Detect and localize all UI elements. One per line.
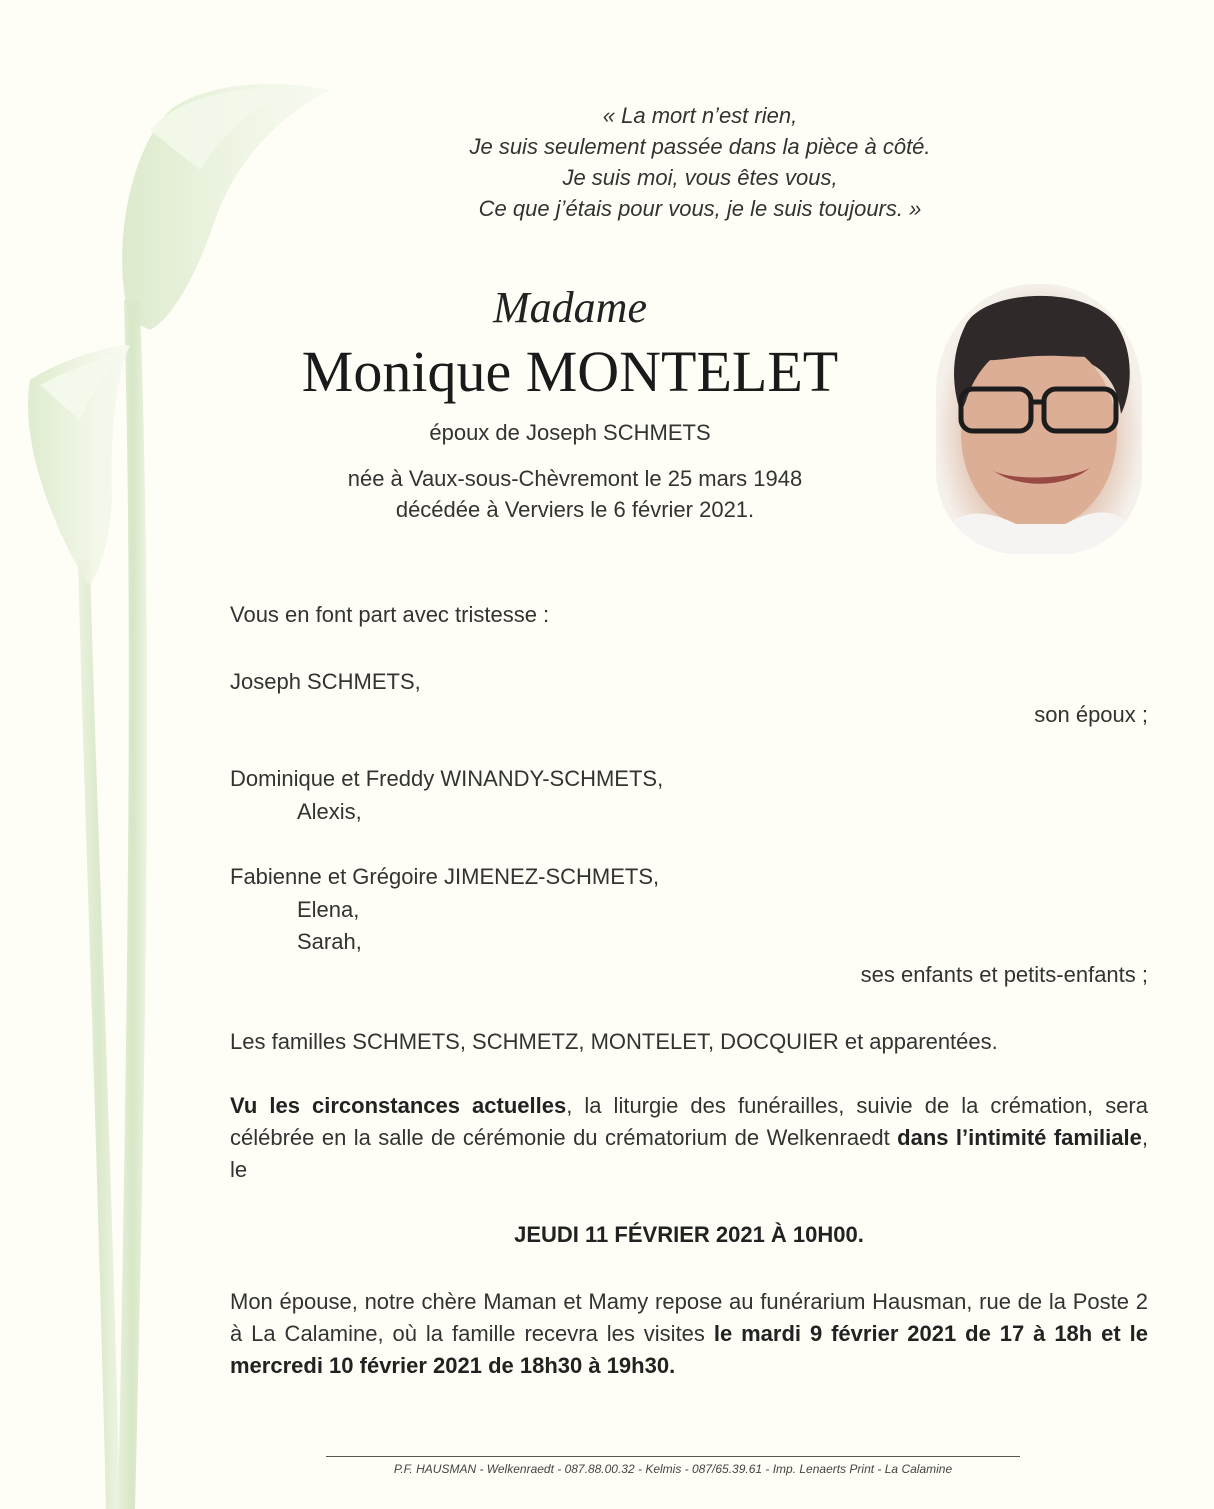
death-line: décédée à Verviers le 6 février 2021. [395, 497, 755, 522]
honorific: Madame [493, 283, 647, 332]
visits-paragraph [230, 1286, 1148, 1382]
grandchild-name: Elena, [297, 897, 360, 922]
quote-line: Je suis seulement passée dans la pièce à côté. [469, 134, 931, 159]
grandchild-name: Alexis, [297, 799, 362, 824]
family-list [230, 0, 1148, 1000]
ceremony-text-1: , la liturgie des funérailles, suivie de la crémation, sera célébrée en la salle de cérémonie du crématorium de Welkenraedt [230, 1093, 1148, 1150]
children-relation: ses enfants et petits-enfants ; [860, 962, 1148, 987]
grandchild-name: Sarah, [297, 929, 362, 954]
quote-line: Ce que j’étais pour vous, je le suis toujours. » [478, 196, 922, 221]
ceremony-date: JEUDI 11 FÉVRIER 2021 À 10H00. [514, 1222, 864, 1247]
ceremony-bold-2: dans l’intimité familiale [897, 1125, 1142, 1150]
ceremony-text-2: , le [230, 1125, 1148, 1182]
deceased-name: Monique MONTELET [301, 339, 839, 404]
spouse-line: époux de Joseph SCHMETS [429, 420, 711, 445]
visits-text: Mon épouse, notre chère Maman et Mamy repose au funérarium Hausman, rue de la Poste 2 à La Calamine, où la famille recevra les visites [230, 1289, 1148, 1346]
quote-line: « La mort n’est rien, [602, 103, 798, 128]
ceremony-paragraph [230, 1090, 1148, 1186]
child-name: Fabienne et Grégoire JIMENEZ-SCHMETS, [230, 864, 660, 889]
visits-bold: le mardi 9 février 2021 de 17 à 18h et le mercredi 10 février 2021 de 18h30 à 19h30. [230, 1321, 1148, 1378]
spouse-name: Joseph SCHMETS, [230, 669, 421, 694]
ceremony-bold-1: Vu les circonstances actuelles [230, 1093, 567, 1118]
families-line: Les familles SCHMETS, SCHMETZ, MONTELET, DOCQUIER et apparentées. [230, 1029, 998, 1054]
footer-divider [326, 1456, 1020, 1457]
family-intro: Vous en font part avec tristesse : [230, 602, 550, 627]
footer-credits: P.F. HAUSMAN - Welkenraedt - 087.88.00.32 - Kelmis - 087/65.39.61 - Imp. Lenaerts Print - La Calamine [393, 1462, 953, 1476]
quote-line: Je suis moi, vous êtes vous, [562, 165, 838, 190]
spouse-relation: son époux ; [1034, 702, 1148, 727]
child-name: Dominique et Freddy WINANDY-SCHMETS, [230, 766, 664, 791]
birth-line: née à Vaux-sous-Chèvremont le 25 mars 1948 [347, 466, 803, 491]
